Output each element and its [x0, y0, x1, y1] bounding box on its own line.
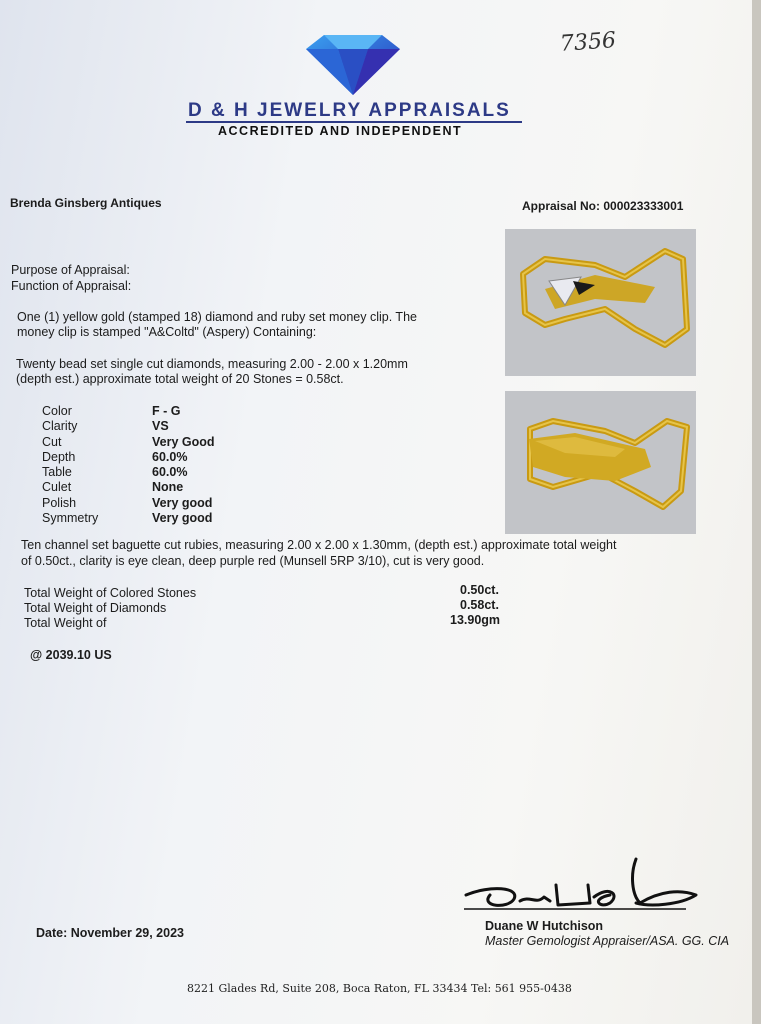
total-weight-value: 13.90gm	[450, 613, 501, 627]
spec-label-polish: Polish	[42, 496, 77, 510]
total-colored-stones-value: 0.50ct.	[460, 583, 499, 597]
spec-value-clarity: VS	[152, 419, 169, 433]
footer-address: 8221 Glades Rd, Suite 208, Boca Raton, FL 33434 Tel: 561 955-0438	[187, 982, 572, 995]
client-name: Brenda Ginsberg Antiques	[10, 196, 162, 210]
diamonds-line-2: (depth est.) approximate total weight of 20 Stones = 0.58ct.	[16, 372, 344, 386]
spec-label-color: Color	[42, 404, 72, 418]
purpose-label: Purpose of Appraisal:	[11, 263, 130, 277]
header-divider	[186, 121, 522, 123]
description-line-2: money clip is stamped "A&Coltd" (Aspery) Containing:	[17, 325, 317, 339]
spec-value-culet: None	[152, 480, 184, 494]
handwritten-number: 7356	[559, 28, 617, 57]
spec-label-culet: Culet	[42, 480, 72, 494]
total-diamonds-label: Total Weight of Diamonds	[24, 601, 167, 615]
diamonds-line-1: Twenty bead set single cut diamonds, measuring 2.00 - 2.00 x 1.20mm	[16, 357, 408, 371]
spec-label-symmetry: Symmetry	[42, 511, 99, 525]
spec-label-depth: Depth	[42, 450, 76, 464]
function-label: Function of Appraisal:	[11, 279, 132, 293]
money-clip-photo-front	[505, 229, 696, 376]
total-diamonds-value: 0.58ct.	[460, 598, 499, 612]
spec-label-cut: Cut	[42, 435, 62, 449]
company-tagline: ACCREDITED AND INDEPENDENT	[218, 124, 463, 138]
total-colored-stones-label: Total Weight of Colored Stones	[24, 586, 197, 600]
spec-value-symmetry: Very good	[152, 511, 213, 525]
spec-label-table: Table	[42, 465, 72, 479]
rubies-line-1: Ten channel set baguette cut rubies, measuring 2.00 x 2.00 x 1.30mm, (depth est.) approximate total weight	[21, 538, 617, 552]
company-name: D & H JEWELRY APPRAISALS	[188, 100, 511, 121]
appraisal-date: Date: November 29, 2023	[36, 926, 184, 940]
diamond-icon	[306, 35, 400, 100]
appraisal-number: Appraisal No: 000023333001	[522, 199, 684, 213]
money-clip-photo-back	[505, 391, 696, 534]
spec-value-polish: Very good	[152, 496, 213, 510]
spec-value-cut: Very Good	[152, 435, 215, 449]
rubies-line-2: of 0.50ct., clarity is eye clean, deep purple red (Munsell 5RP 3/10), cut is very good.	[21, 554, 485, 568]
spec-value-depth: 60.0%	[152, 450, 188, 464]
appraised-value: @ 2039.10 US	[30, 648, 112, 662]
total-weight-label: Total Weight of	[24, 616, 107, 630]
spec-value-table: 60.0%	[152, 465, 188, 479]
description-line-1: One (1) yellow gold (stamped 18) diamond and ruby set money clip. The	[17, 310, 417, 324]
spec-label-clarity: Clarity	[42, 419, 78, 433]
signature	[460, 855, 700, 920]
spec-value-color: F - G	[152, 404, 181, 418]
appraiser-name: Duane W Hutchison	[485, 919, 604, 933]
appraiser-title: Master Gemologist Appraiser/ASA. GG. CIA	[485, 934, 730, 948]
